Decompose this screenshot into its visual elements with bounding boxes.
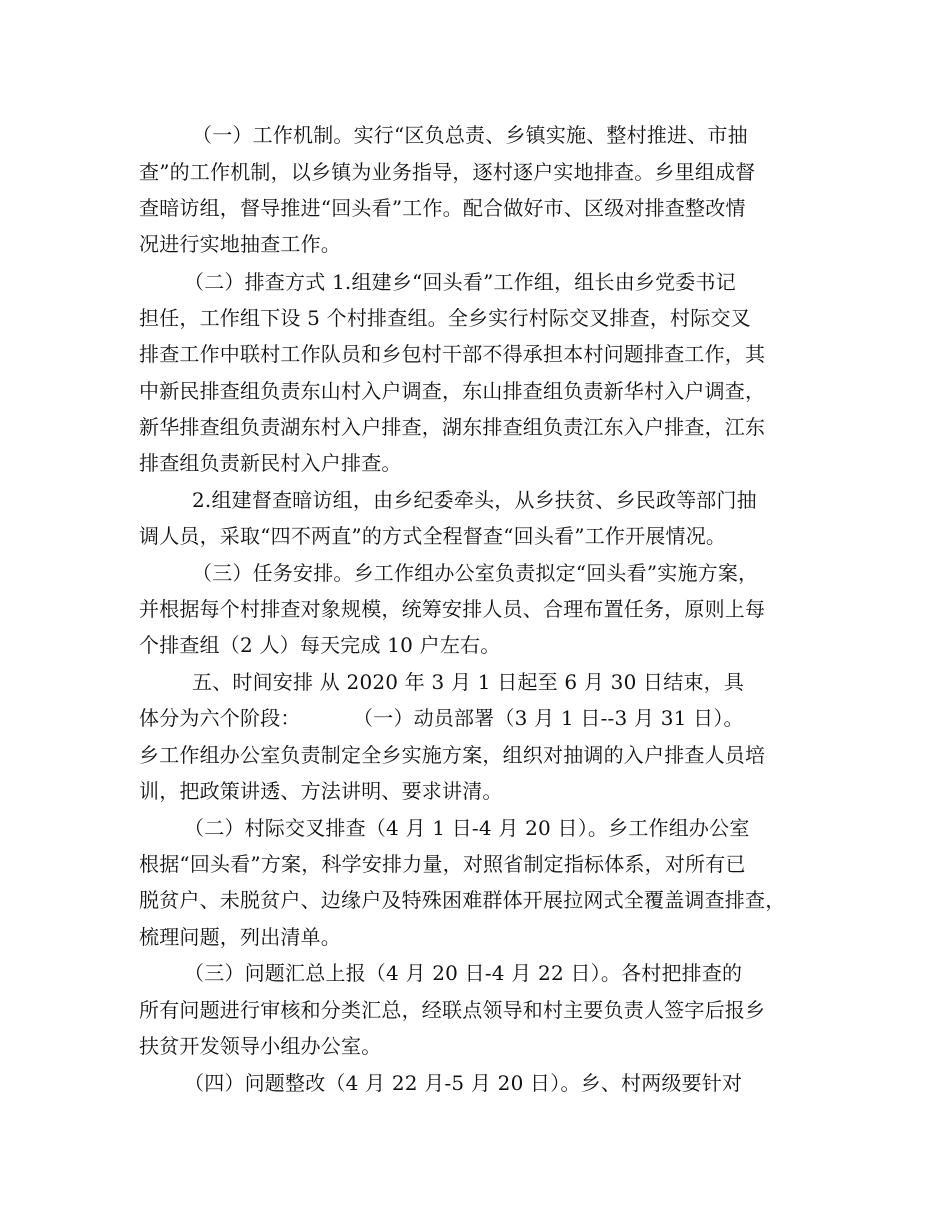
text-line: 排查工作中联村工作队员和乡包村干部不得承担本村问题排查工作，其 — [139, 342, 766, 366]
text-line: 并根据每个村排查对象规模，统筹安排人员、合理布置任务，原则上每 — [139, 597, 766, 621]
text-line: 排查组负责新民村入户排查。 — [139, 451, 402, 475]
text-line: 新华排查组负责湖东村入户排查，湖东排查组负责江东入户排查，江东 — [139, 415, 766, 439]
text-line: 2.组建督查暗访组，由乡纪委牵头，从乡扶贫、乡民政等部门抽 — [192, 488, 757, 512]
text-line: 所有问题进行审核和分类汇总，经联点领导和村主要负责人签字后报乡 — [139, 998, 766, 1022]
text-line: 担任，工作组下设 5 个村排查组。全乡实行村际交叉排查，村际交叉 — [139, 306, 751, 330]
text-line: 调人员，采取“四不两直”的方式全程督查“回头看”工作开展情况。 — [139, 524, 727, 548]
text-line: 查暗访组，督导推进“回头看”工作。配合做好市、区级对排查整改情 — [139, 196, 746, 220]
text-line: （四）问题整改（4 月 22 月-5 月 20 日）。乡、村两级要针对 — [184, 1071, 743, 1095]
text-line: 个排查组（2 人）每天完成 10 户左右。 — [139, 633, 501, 657]
text-line: 乡工作组办公室负责制定全乡实施方案，组织对抽调的入户排查人员培 — [139, 743, 766, 767]
text-line: （三）任务安排。乡工作组办公室负责拟定“回头看”实施方案， — [192, 561, 759, 585]
text-line: 体分为六个阶段： （一）动员部署（3 月 1 日--3 月 31 日）。 — [139, 706, 744, 730]
text-line: 查”的工作机制，以乡镇为业务指导，逐村逐户实地排查。乡里组成督 — [139, 160, 756, 184]
text-line: （二）排查方式 1.组建乡“回头看”工作组，组长由乡党委书记 — [184, 270, 736, 294]
text-line: 五、时间安排 从 2020 年 3 月 1 日起至 6 月 30 日结束，具 — [192, 670, 745, 694]
text-line: 中新民排查组负责东山村入户调查，东山排查组负责新华村入户调查， — [139, 379, 766, 403]
text-line: 况进行实地抽查工作。 — [139, 232, 341, 256]
text-line: （二）村际交叉排查（4 月 1 日-4 月 20 日）。乡工作组办公室 — [184, 816, 750, 840]
text-line: 扶贫开发领导小组办公室。 — [139, 1034, 382, 1058]
text-line: 梳理问题，列出清单。 — [139, 925, 341, 949]
text-line: （一）工作机制。实行“区负总责、乡镇实施、整村推进、市抽 — [192, 123, 748, 147]
text-line: 脱贫户、未脱贫户、边缘户及特殊困难群体开展拉网式全覆盖调查排查， — [139, 888, 786, 912]
text-line: 训，把政策讲透、方法讲明、要求讲清。 — [139, 779, 503, 803]
text-line: （三）问题汇总上报（4 月 20 日-4 月 22 日）。各村把排查的 — [184, 961, 743, 985]
text-line: 根据“回头看”方案，科学安排力量，对照省制定指标体系，对所有已 — [139, 852, 746, 876]
